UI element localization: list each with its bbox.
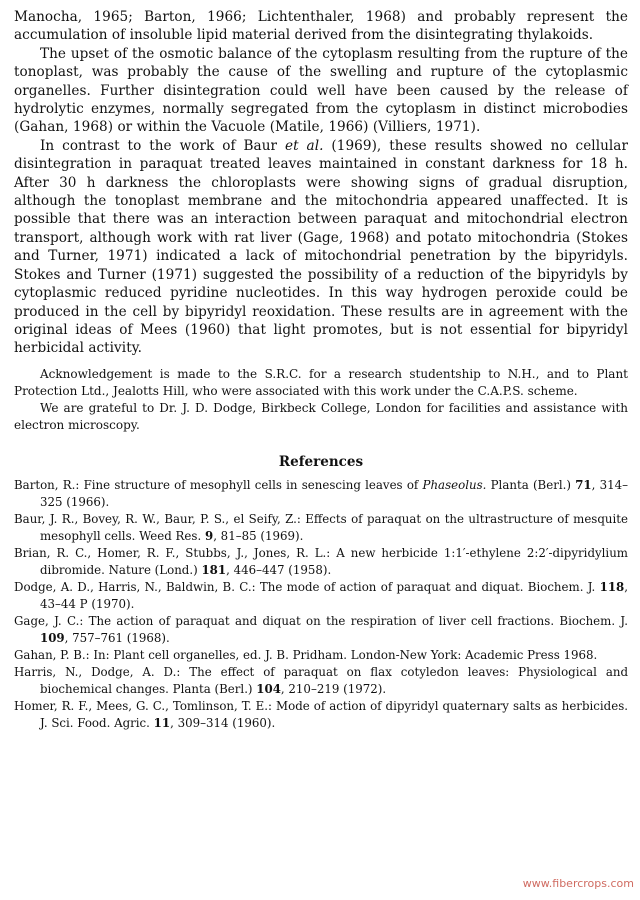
watermark: www.fibercrops.com: [522, 877, 634, 890]
ref-italic: Phaseolus.: [422, 477, 487, 492]
ref-text: Gage, J. C.: The action of paraquat and diquat on the respiration of liver cell fractions. Biochem. J.: [14, 613, 628, 628]
reference-item: [14, 579, 628, 613]
reference-item: [14, 477, 628, 511]
ref-volume: 181: [201, 562, 227, 577]
ref-text: Homer, R. F., Mees, G. C., Tomlinson, T. E.: Mode of action of dipyridyl quaternary salts as herbicides. J. Sci. Food. Agric.: [14, 698, 628, 730]
ref-text: , 43–44 P (1970).: [40, 579, 628, 611]
ref-text: Barton, R.: Fine structure of mesophyll cells in senescing leaves of: [14, 477, 423, 492]
ref-text: , 446–447 (1958).: [226, 562, 332, 577]
ref-text: , 757–761 (1968).: [64, 630, 170, 645]
ref-volume: 104: [256, 681, 281, 696]
ref-text: Baur, J. R., Bovey, R. W., Baur, P. S., el Seify, Z.: Effects of paraquat on the ultrastructure of mesquite mesophyll cells. Weed Res.: [14, 511, 628, 543]
acknowledgement-1: Acknowledgement is made to the S.R.C. for a research studentship to N.H., and to Plant Protection Ltd., Jealotts Hill, who were associated with this work under the C.A.P.S. scheme.: [14, 366, 628, 398]
ref-volume: 109: [40, 630, 65, 645]
reference-item: [14, 698, 628, 732]
ref-volume: 11: [153, 715, 171, 730]
paragraph-3: [14, 137, 628, 358]
reference-item: [14, 613, 628, 647]
ref-text: , 314–325 (1966).: [40, 477, 628, 509]
paragraph-1: Manocha, 1965; Barton, 1966; Lichtenthaler, 1968) and probably represent the accumulation of insoluble lipid material derived from the disintegrating thylakoids.: [14, 9, 628, 44]
ref-volume: 9: [204, 528, 214, 543]
reference-item: [14, 511, 628, 545]
ref-text: Dodge, A. D., Harris, N., Baldwin, B. C.: The mode of action of paraquat and diquat. Biochem. J.: [14, 579, 600, 594]
ref-text: , 309–314 (1960).: [170, 715, 276, 730]
et-al: et al.: [285, 137, 324, 154]
ref-text: Planta (Berl.): [486, 477, 576, 492]
paragraph-3-rest: (1969), these results showed no cellular disintegration in paraquat treated leaves maintained in constant darkness for 18 h. After 30 h darkness the chloroplasts were showing signs of gradual disruption, although the tonoplast membrane and the mitochondria appeared unaffected. It is possible that there was an interaction between paraquat and mitochondrial electron transport, although work with rat liver (Gage, 1968) and potato mitochondria (Stokes and Turner, 1971) indicated a lack of mitochondrial penetration by the bipyridyls. Stokes and Turner (1971) suggested the possibility of a reduction of the bipyridyls by cytoplasmic reduced pyridine nucleotides. In this way hydrogen peroxide could be produced in the cell by bipyridyl reoxidation. These results are in agreement with the original ideas of Mees (1960) that light promotes, but is not essential for bipyridyl herbicidal activity.: [14, 137, 629, 357]
references-list: [14, 477, 628, 732]
ref-text: , 81–85 (1969).: [213, 528, 304, 543]
acknowledgements: [14, 366, 628, 434]
acknowledgement-2: We are grateful to Dr. J. D. Dodge, Birkbeck College, London for facilities and assistance with electron microscopy.: [14, 400, 628, 432]
ref-text: Gahan, P. B.: In: Plant cell organelles, ed. J. B. Pridham. London-New York: Academic Press 1968.: [14, 647, 598, 662]
reference-item: [14, 647, 628, 664]
paragraph-2: The upset of the osmotic balance of the cytoplasm resulting from the rupture of the tonoplast, was probably the cause of the swelling and rupture of the cytoplasmic organelles. Further disintegration could well have been caused by the release of hydrolytic enzymes, normally segregated from the cytoplasm in distinct microbodies (Gahan, 1968) or within the Vacuole (Matile, 1966) (Villiers, 1971).: [14, 45, 628, 136]
ref-volume: 71: [575, 477, 592, 492]
reference-item: [14, 545, 628, 579]
paragraph-3-start: In contrast to the work of Baur: [40, 137, 286, 154]
reference-item: [14, 664, 628, 698]
ref-text: Harris, N., Dodge, A. D.: The effect of paraquat on flax cotyledon leaves: Physiological and biochemical changes. Planta (Berl.): [14, 664, 628, 696]
body-text: [14, 8, 628, 358]
ref-volume: 118: [599, 579, 625, 594]
references-heading: References: [278, 453, 364, 470]
ref-text: Brian, R. C., Homer, R. F., Stubbs, J., Jones, R. L.: A new herbicide 1:1′-ethylene 2:2′-dipyridylium dibromide. Nature (Lond.): [14, 545, 628, 577]
ref-text: , 210–219 (1972).: [280, 681, 387, 696]
